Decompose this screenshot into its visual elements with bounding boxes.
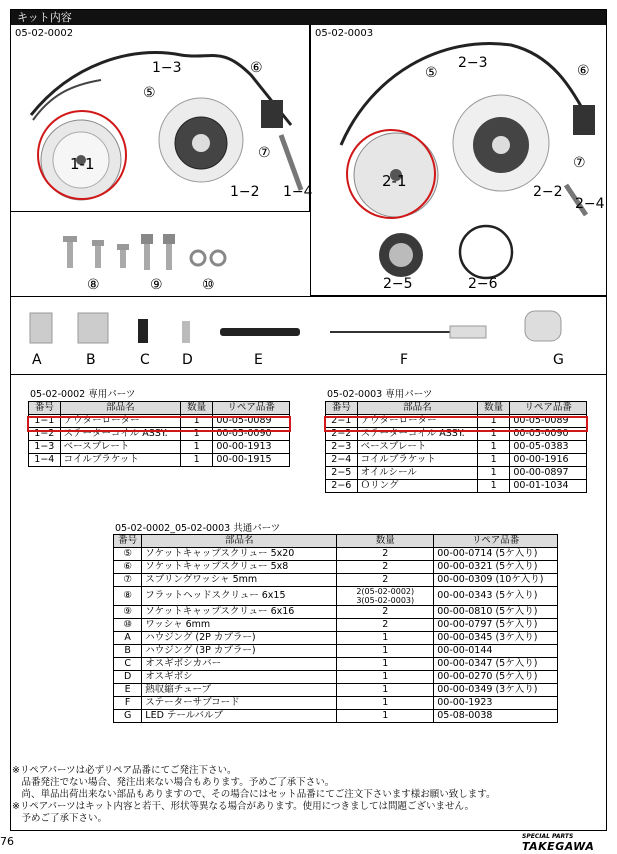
column-header: 部品名 <box>357 402 477 415</box>
table-row <box>114 645 558 658</box>
table-cell: 00-00-0144 <box>434 645 558 658</box>
callout-7: ⑦ <box>258 145 271 161</box>
note-line: 尚、単品出荷出来ない部品もありますので、その場合にはセット品番にてご注文下さいます様お願い致します。 <box>12 789 496 800</box>
table-cell: 2 <box>337 561 434 574</box>
column-header: リペア品番 <box>510 402 587 415</box>
kit1-code: 05-02-0002 <box>15 28 74 39</box>
page-number: 76 <box>0 835 14 848</box>
label-C: C <box>140 352 150 368</box>
note-line: 品番発注でない場合、発注出来ない場合もあります。予めご了承下さい。 <box>12 777 335 788</box>
callout-2-6: 2−6 <box>468 276 498 292</box>
table-cell: 1 <box>477 441 509 454</box>
table-row <box>326 441 587 454</box>
table-row <box>326 467 587 480</box>
table-row <box>326 480 587 493</box>
column-header: 数量 <box>337 535 434 548</box>
table-row <box>114 587 558 606</box>
table-cell: 1−4 <box>29 454 61 467</box>
table-cell: 00-01-1034 <box>510 480 587 493</box>
table-header-row <box>326 402 587 415</box>
table-cell: 00-00-0345 (3ケ入り) <box>434 632 558 645</box>
highlight-circle-2-1 <box>346 129 436 219</box>
table-row <box>29 441 290 454</box>
column-header: リペア品番 <box>213 402 290 415</box>
callout-1-3: 1−3 <box>152 60 182 76</box>
table-row <box>114 606 558 619</box>
table-cell: スプリングワッシャ 5mm <box>142 574 337 587</box>
note-line: ※リペアパーツは必ずリペア品番にてご発注下さい。 <box>12 765 237 776</box>
table-cell: 1 <box>337 645 434 658</box>
note-line: 予めご了承下さい。 <box>12 813 108 824</box>
callout-9: ⑨ <box>150 277 163 293</box>
label-G: G <box>553 352 564 368</box>
table-row <box>114 671 558 684</box>
table-cell: ステーターコイル ASSY. <box>60 428 180 441</box>
table-cell: 00-05-0089 <box>510 415 587 428</box>
table-cell: 00-05-0383 <box>510 441 587 454</box>
table-cell: E <box>114 684 142 697</box>
table-cell: アウターローター <box>60 415 180 428</box>
table-cell: ステーターサブコード <box>142 697 337 710</box>
table-cell: 1 <box>180 454 212 467</box>
kit2-code: 05-02-0003 <box>315 28 374 39</box>
table-row <box>114 561 558 574</box>
table-cell: フラットヘッドスクリュー 6x15 <box>142 587 337 606</box>
column-header: 番号 <box>114 535 142 548</box>
table-cell: 1 <box>477 480 509 493</box>
table-cell: オイルシール <box>357 467 477 480</box>
callout-2-3: 2−3 <box>458 55 488 71</box>
column-header: 番号 <box>29 402 61 415</box>
label-B: B <box>86 352 96 368</box>
table-cell: 2−2 <box>326 428 358 441</box>
table-cell: 1 <box>337 632 434 645</box>
table-cell: 2 <box>337 619 434 632</box>
table2-title: 05-02-0003 専用パーツ <box>327 389 433 400</box>
notes <box>12 765 496 825</box>
label-D: D <box>182 352 193 368</box>
highlight-row-1-1 <box>27 416 291 432</box>
table-cell: 1 <box>477 467 509 480</box>
table-cell: ステーターコイル ASSY. <box>357 428 477 441</box>
table-cell: オスギボシカバー <box>142 658 337 671</box>
table-cell: D <box>114 671 142 684</box>
table-cell: ハウジング (2P カプラー) <box>142 632 337 645</box>
table-row <box>326 454 587 467</box>
table-cell: 2−1 <box>326 415 358 428</box>
table-cell: ⑥ <box>114 561 142 574</box>
table-cell: G <box>114 710 142 723</box>
table-cell: C <box>114 658 142 671</box>
table-cell: ワッシャ 6mm <box>142 619 337 632</box>
callout-1-4: 1−4 <box>283 184 313 200</box>
note-line: ※リペアパーツはキット内容と若干、形状等異なる場合があります。使用につきましては問題ございません。 <box>12 801 475 812</box>
table-cell: 2−6 <box>326 480 358 493</box>
column-header: 番号 <box>326 402 358 415</box>
table-cell: ソケットキャップスクリュー 6x16 <box>142 606 337 619</box>
table-cell: 1 <box>337 697 434 710</box>
callout-6: ⑥ <box>250 60 263 76</box>
table3 <box>113 534 558 723</box>
column-header: リペア品番 <box>434 535 558 548</box>
table-row <box>114 684 558 697</box>
hardware-illustration <box>55 230 245 275</box>
brand-tagline: SPECIAL PARTS <box>522 833 574 840</box>
table-cell: 00-00-0714 (5ケ入り) <box>434 548 558 561</box>
table-row <box>114 632 558 645</box>
table-cell: Ｏリング <box>357 480 477 493</box>
highlight-circle-1-1 <box>37 110 127 200</box>
table-cell: 00-00-0321 (5ケ入り) <box>434 561 558 574</box>
table-row <box>29 454 290 467</box>
table-cell: 2−4 <box>326 454 358 467</box>
callout-1-1: 1-1 <box>70 155 95 173</box>
table-cell: 熱収縮チューブ <box>142 684 337 697</box>
table-cell: 00-05-0089 <box>213 415 290 428</box>
table3-title: 05-02-0002_05-02-0003 共通パーツ <box>115 523 281 534</box>
column-header: 数量 <box>477 402 509 415</box>
parts-a-g-illustration <box>20 305 600 350</box>
label-A: A <box>32 352 42 368</box>
table-row <box>114 619 558 632</box>
callout-8: ⑧ <box>87 277 100 293</box>
table-cell: 1−3 <box>29 441 61 454</box>
table-cell: LED テールバルブ <box>142 710 337 723</box>
table-row <box>114 697 558 710</box>
column-header: 部品名 <box>60 402 180 415</box>
table-cell: ⑤ <box>114 548 142 561</box>
table-cell: 2−3 <box>326 441 358 454</box>
table-cell: ソケットキャップスクリュー 5x8 <box>142 561 337 574</box>
label-E: E <box>254 352 263 368</box>
callout-5: ⑤ <box>143 85 156 101</box>
table-cell: 1 <box>477 415 509 428</box>
brand-logo: TAKEGAWA <box>522 840 595 853</box>
table-cell: ソケットキャップスクリュー 5x20 <box>142 548 337 561</box>
table-header-row <box>29 402 290 415</box>
table-row <box>114 710 558 723</box>
table-cell: ⑧ <box>114 587 142 606</box>
table-cell: 1 <box>337 710 434 723</box>
table-cell: A <box>114 632 142 645</box>
column-header: 数量 <box>180 402 212 415</box>
table-cell: 00-05-0090 <box>510 428 587 441</box>
highlight-row-2-1 <box>324 416 588 432</box>
callout-5b: ⑤ <box>425 65 438 81</box>
table-cell: 1 <box>180 441 212 454</box>
table-cell: アウターローター <box>357 415 477 428</box>
table-cell: ベースプレート <box>60 441 180 454</box>
table-cell: 2(05-02-0002) 3(05-02-0003) <box>337 587 434 606</box>
table-cell: 00-00-0810 (5ケ入り) <box>434 606 558 619</box>
table-cell: 00-00-0797 (5ケ入り) <box>434 619 558 632</box>
table-cell: B <box>114 645 142 658</box>
table-cell: コイルブラケット <box>357 454 477 467</box>
table2 <box>325 401 587 493</box>
divider <box>11 296 606 297</box>
table-row <box>114 658 558 671</box>
table-header-row <box>114 535 558 548</box>
callout-10: ⑩ <box>202 277 215 293</box>
callout-2-5: 2−5 <box>383 276 413 292</box>
table-cell: ベースプレート <box>357 441 477 454</box>
table-cell: 1 <box>337 671 434 684</box>
column-header: 部品名 <box>142 535 337 548</box>
table1-title: 05-02-0002 専用パーツ <box>30 389 136 400</box>
table-cell: 00-00-0343 (5ケ入り) <box>434 587 558 606</box>
table-cell: 00-00-0897 <box>510 467 587 480</box>
label-F: F <box>400 352 409 368</box>
table-cell: 00-00-0309 (10ケ入り) <box>434 574 558 587</box>
divider-2 <box>11 374 606 375</box>
table-row <box>114 574 558 587</box>
table-cell: ハウジング (3P カプラー) <box>142 645 337 658</box>
table-cell: 2 <box>337 606 434 619</box>
callout-6b: ⑥ <box>577 63 590 79</box>
section-header: キット内容 <box>11 10 606 25</box>
table-cell: 1 <box>477 454 509 467</box>
table-cell: 1 <box>337 684 434 697</box>
table-cell: オスギボシ <box>142 671 337 684</box>
callout-2-1: 2-1 <box>382 172 407 190</box>
table-cell: ⑨ <box>114 606 142 619</box>
table-cell: 1 <box>337 658 434 671</box>
table-cell: 00-00-0349 (3ケ入り) <box>434 684 558 697</box>
table-cell: 05-08-0038 <box>434 710 558 723</box>
table-cell: 2−5 <box>326 467 358 480</box>
table-row <box>114 548 558 561</box>
table1 <box>28 401 290 467</box>
table-cell: 00-00-1916 <box>510 454 587 467</box>
table-cell: 2 <box>337 548 434 561</box>
table-cell: 00-00-0347 (5ケ入り) <box>434 658 558 671</box>
callout-2-4: 2−4 <box>575 196 605 212</box>
table-cell: コイルブラケット <box>60 454 180 467</box>
table-cell: 00-05-0090 <box>213 428 290 441</box>
table-cell: 1 <box>180 428 212 441</box>
table-cell: 00-00-1923 <box>434 697 558 710</box>
callout-7b: ⑦ <box>573 155 586 171</box>
table-cell: 1−1 <box>29 415 61 428</box>
table-cell: F <box>114 697 142 710</box>
table-cell: 00-00-1915 <box>213 454 290 467</box>
table-cell: 00-00-1913 <box>213 441 290 454</box>
callout-2-2: 2−2 <box>533 184 563 200</box>
table-cell: 2 <box>337 574 434 587</box>
table-cell: ⑩ <box>114 619 142 632</box>
table-cell: 1−2 <box>29 428 61 441</box>
table-cell: 1 <box>477 428 509 441</box>
table-cell: ⑦ <box>114 574 142 587</box>
table-cell: 00-00-0270 (5ケ入り) <box>434 671 558 684</box>
table-cell: 1 <box>180 415 212 428</box>
callout-1-2: 1−2 <box>230 184 260 200</box>
